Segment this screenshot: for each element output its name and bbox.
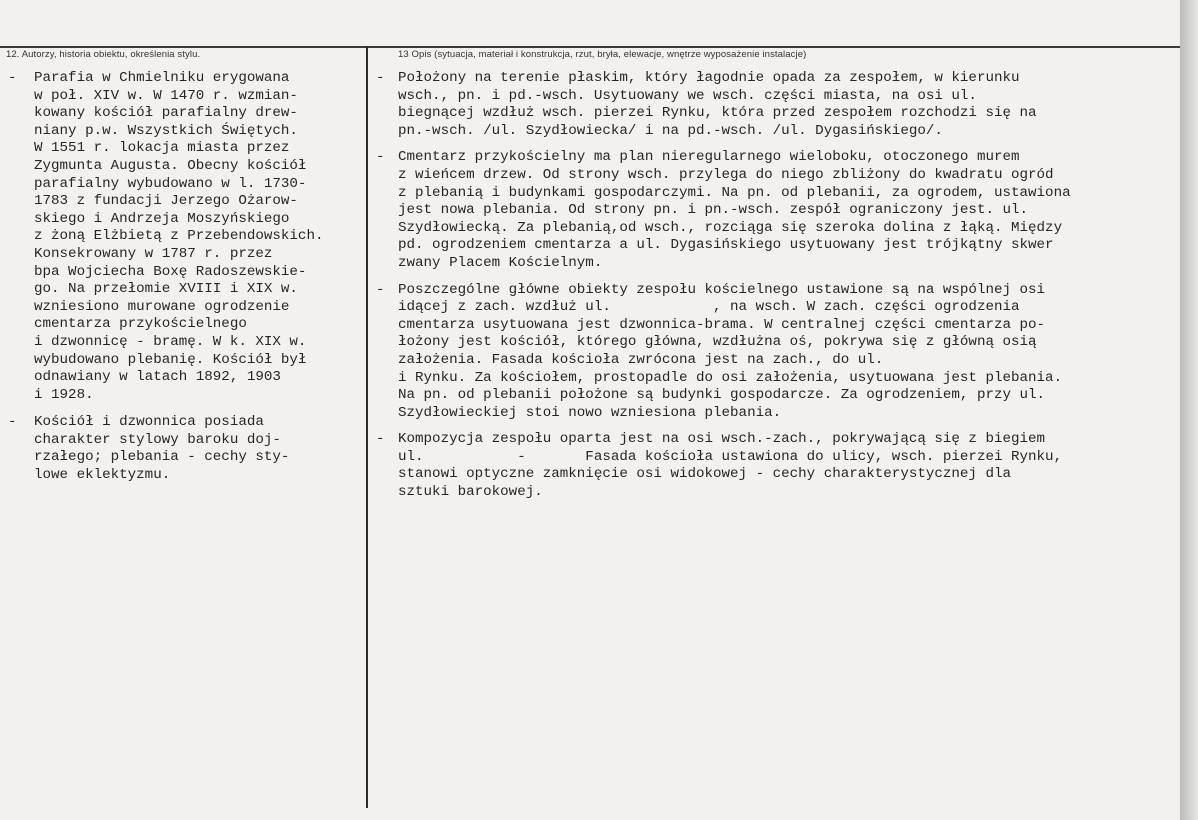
typed-paragraph bbox=[374, 282, 1164, 423]
typed-line: Parafia w Chmielniku erygowana bbox=[34, 70, 290, 86]
typed-line: odnawiany w latach 1892, 1903 bbox=[34, 369, 281, 386]
typed-line: Położony na terenie płaskim, który łagodnie opada za zespołem, w kierunku bbox=[398, 70, 1020, 86]
paragraph-dash: - bbox=[376, 281, 385, 298]
typed-line: W 1551 r. lokacja miasta przez bbox=[34, 140, 290, 157]
history-column bbox=[6, 70, 360, 495]
typed-paragraph bbox=[374, 431, 1164, 501]
typed-line: Kompozycja zespołu oparta jest na osi wsch.-zach., pokrywającą się z biegiem bbox=[398, 431, 1046, 448]
typed-line: kowany kościół parafialny drew- bbox=[34, 105, 298, 122]
typed-line: ul. - Fasada kościoła ustawiona do ulicy, wsch. pierzei Rynku, bbox=[398, 448, 1063, 465]
typed-line: lowe eklektyzmu. bbox=[34, 467, 171, 484]
typed-line: niany p.w. Wszystkich Świętych. bbox=[34, 122, 298, 139]
paragraph-dash: - bbox=[376, 431, 385, 448]
typed-line: wybudowano plebanię. Kościół był bbox=[34, 351, 307, 368]
typed-line: założenia. Fasada kościoła zwrócona jest na zach., do ul. bbox=[398, 351, 884, 368]
header-rule bbox=[0, 46, 1180, 48]
typed-line: Kościół i dzwonnica posiada bbox=[34, 414, 264, 431]
paragraph-dash: - bbox=[8, 70, 17, 86]
typed-line: pd. ogrodzeniem cmentarza a ul. Dygasińskiego usytuowany jest trójkątny skwer bbox=[398, 237, 1054, 254]
typed-line: Na pn. od plebanii położone są budynki gospodarcze. Za ogrodzeniem, przy ul. bbox=[398, 387, 1046, 404]
typed-line: Szydłowieckiej stoi nowo wzniesiona plebania. bbox=[398, 404, 782, 421]
paragraph-dash: - bbox=[376, 70, 385, 86]
typed-line: z żoną Elżbietą z Przebendowskich. bbox=[34, 228, 324, 245]
typed-line: i 1928. bbox=[34, 386, 94, 403]
typed-line: Zygmunta Augusta. Obecny kościół bbox=[34, 157, 307, 174]
typed-line: rzałego; plebania - cechy sty- bbox=[34, 449, 290, 466]
paragraph-dash: - bbox=[8, 414, 17, 431]
typed-line: skiego i Andrzeja Moszyńskiego bbox=[34, 210, 290, 227]
typed-line: wzniesiono murowane ogrodzenie bbox=[34, 298, 290, 315]
typed-line: w poł. XIV w. W 1470 r. wzmian- bbox=[34, 87, 298, 104]
typed-line: pn.-wsch. /ul. Szydłowiecka/ i na pd.-wsch. /ul. Dygasińskiego/. bbox=[398, 122, 943, 139]
typed-line: cmentarza przykościelnego bbox=[34, 316, 247, 333]
typed-line: Poszczególne główne obiekty zespołu kościelnego ustawione są na wspólnej osi bbox=[398, 281, 1046, 298]
typed-line: 1783 z fundacji Jerzego Ożarow- bbox=[34, 193, 298, 210]
typed-line: stanowi optyczne zamknięcie osi widokowej - cechy charakterystycznej dla bbox=[398, 466, 1011, 483]
typed-line: biegnącej wzdłuż wsch. pierzei Rynku, która przed zespołem rozchodzi się na bbox=[398, 105, 1037, 122]
typed-line: cmentarza usytuowana jest dzwonnica-brama. W centralnej części cmentarza po- bbox=[398, 316, 1046, 333]
typed-line: z wieńcem drzew. Od strony wsch. przylega do niego zbliżony do kwadratu ogród bbox=[398, 166, 1054, 183]
typed-paragraph bbox=[6, 70, 360, 404]
typed-line: Cmentarz przykościelny ma plan nieregularnego wieloboku, otoczonego murem bbox=[398, 149, 1020, 166]
typed-line: wsch., pn. i pd.-wsch. Usytuowany we wsch. części miasta, na osi ul. bbox=[398, 87, 977, 104]
typed-line: i Rynku. Za kościołem, prostopadle do osi założenia, usytuowana jest plebania. bbox=[398, 369, 1063, 386]
typed-line: jest nowa plebania. Od strony pn. i pn.-wsch. zespół ograniczony jest. ul. bbox=[398, 202, 1029, 219]
typed-line: Konsekrowany w 1787 r. przez bbox=[34, 245, 273, 262]
page-edge bbox=[1180, 0, 1198, 820]
typed-line: sztuki barokowej. bbox=[398, 484, 543, 501]
typed-line: łożony jest kościół, którego główna, wzdłużna oś, pokrywa się z główną osią bbox=[398, 334, 1037, 351]
typed-paragraph bbox=[6, 414, 360, 484]
typed-line: bpa Wojciecha Boxę Radoszewskie- bbox=[34, 263, 307, 280]
typed-line: zwany Placem Kościelnym. bbox=[398, 254, 603, 271]
typed-line: charakter stylowy baroku doj- bbox=[34, 431, 281, 448]
typed-paragraph bbox=[374, 149, 1164, 272]
description-column bbox=[374, 70, 1164, 511]
section-13-header: 13 Opis (sytuacja, materiał i konstrukcja, rzut, bryła, elewacje, wnętrze wyposażenie instalacje) bbox=[398, 49, 807, 60]
typed-line: go. Na przełomie XVIII i XIX w. bbox=[34, 281, 298, 298]
typed-line: z plebanią i budynkami gospodarczymi. Na pn. od plebanii, za ogrodem, ustawiona bbox=[398, 184, 1071, 201]
typed-line: Szydłowiecką. Za plebanią,od wsch., rozciąga się szeroka dolina z łąką. Między bbox=[398, 219, 1063, 236]
typed-line: parafialny wybudowano w l. 1730- bbox=[34, 175, 307, 192]
typed-line: idącej z zach. wzdłuż ul. , na wsch. W zach. części ogrodzenia bbox=[398, 299, 1020, 316]
typed-paragraph bbox=[374, 70, 1164, 140]
column-divider bbox=[366, 46, 368, 808]
paragraph-dash: - bbox=[376, 149, 385, 166]
section-12-header: 12. Autorzy, historia obiektu, określenia stylu. bbox=[6, 49, 201, 60]
typed-line: i dzwonnicę - bramę. W k. XIX w. bbox=[34, 333, 307, 350]
